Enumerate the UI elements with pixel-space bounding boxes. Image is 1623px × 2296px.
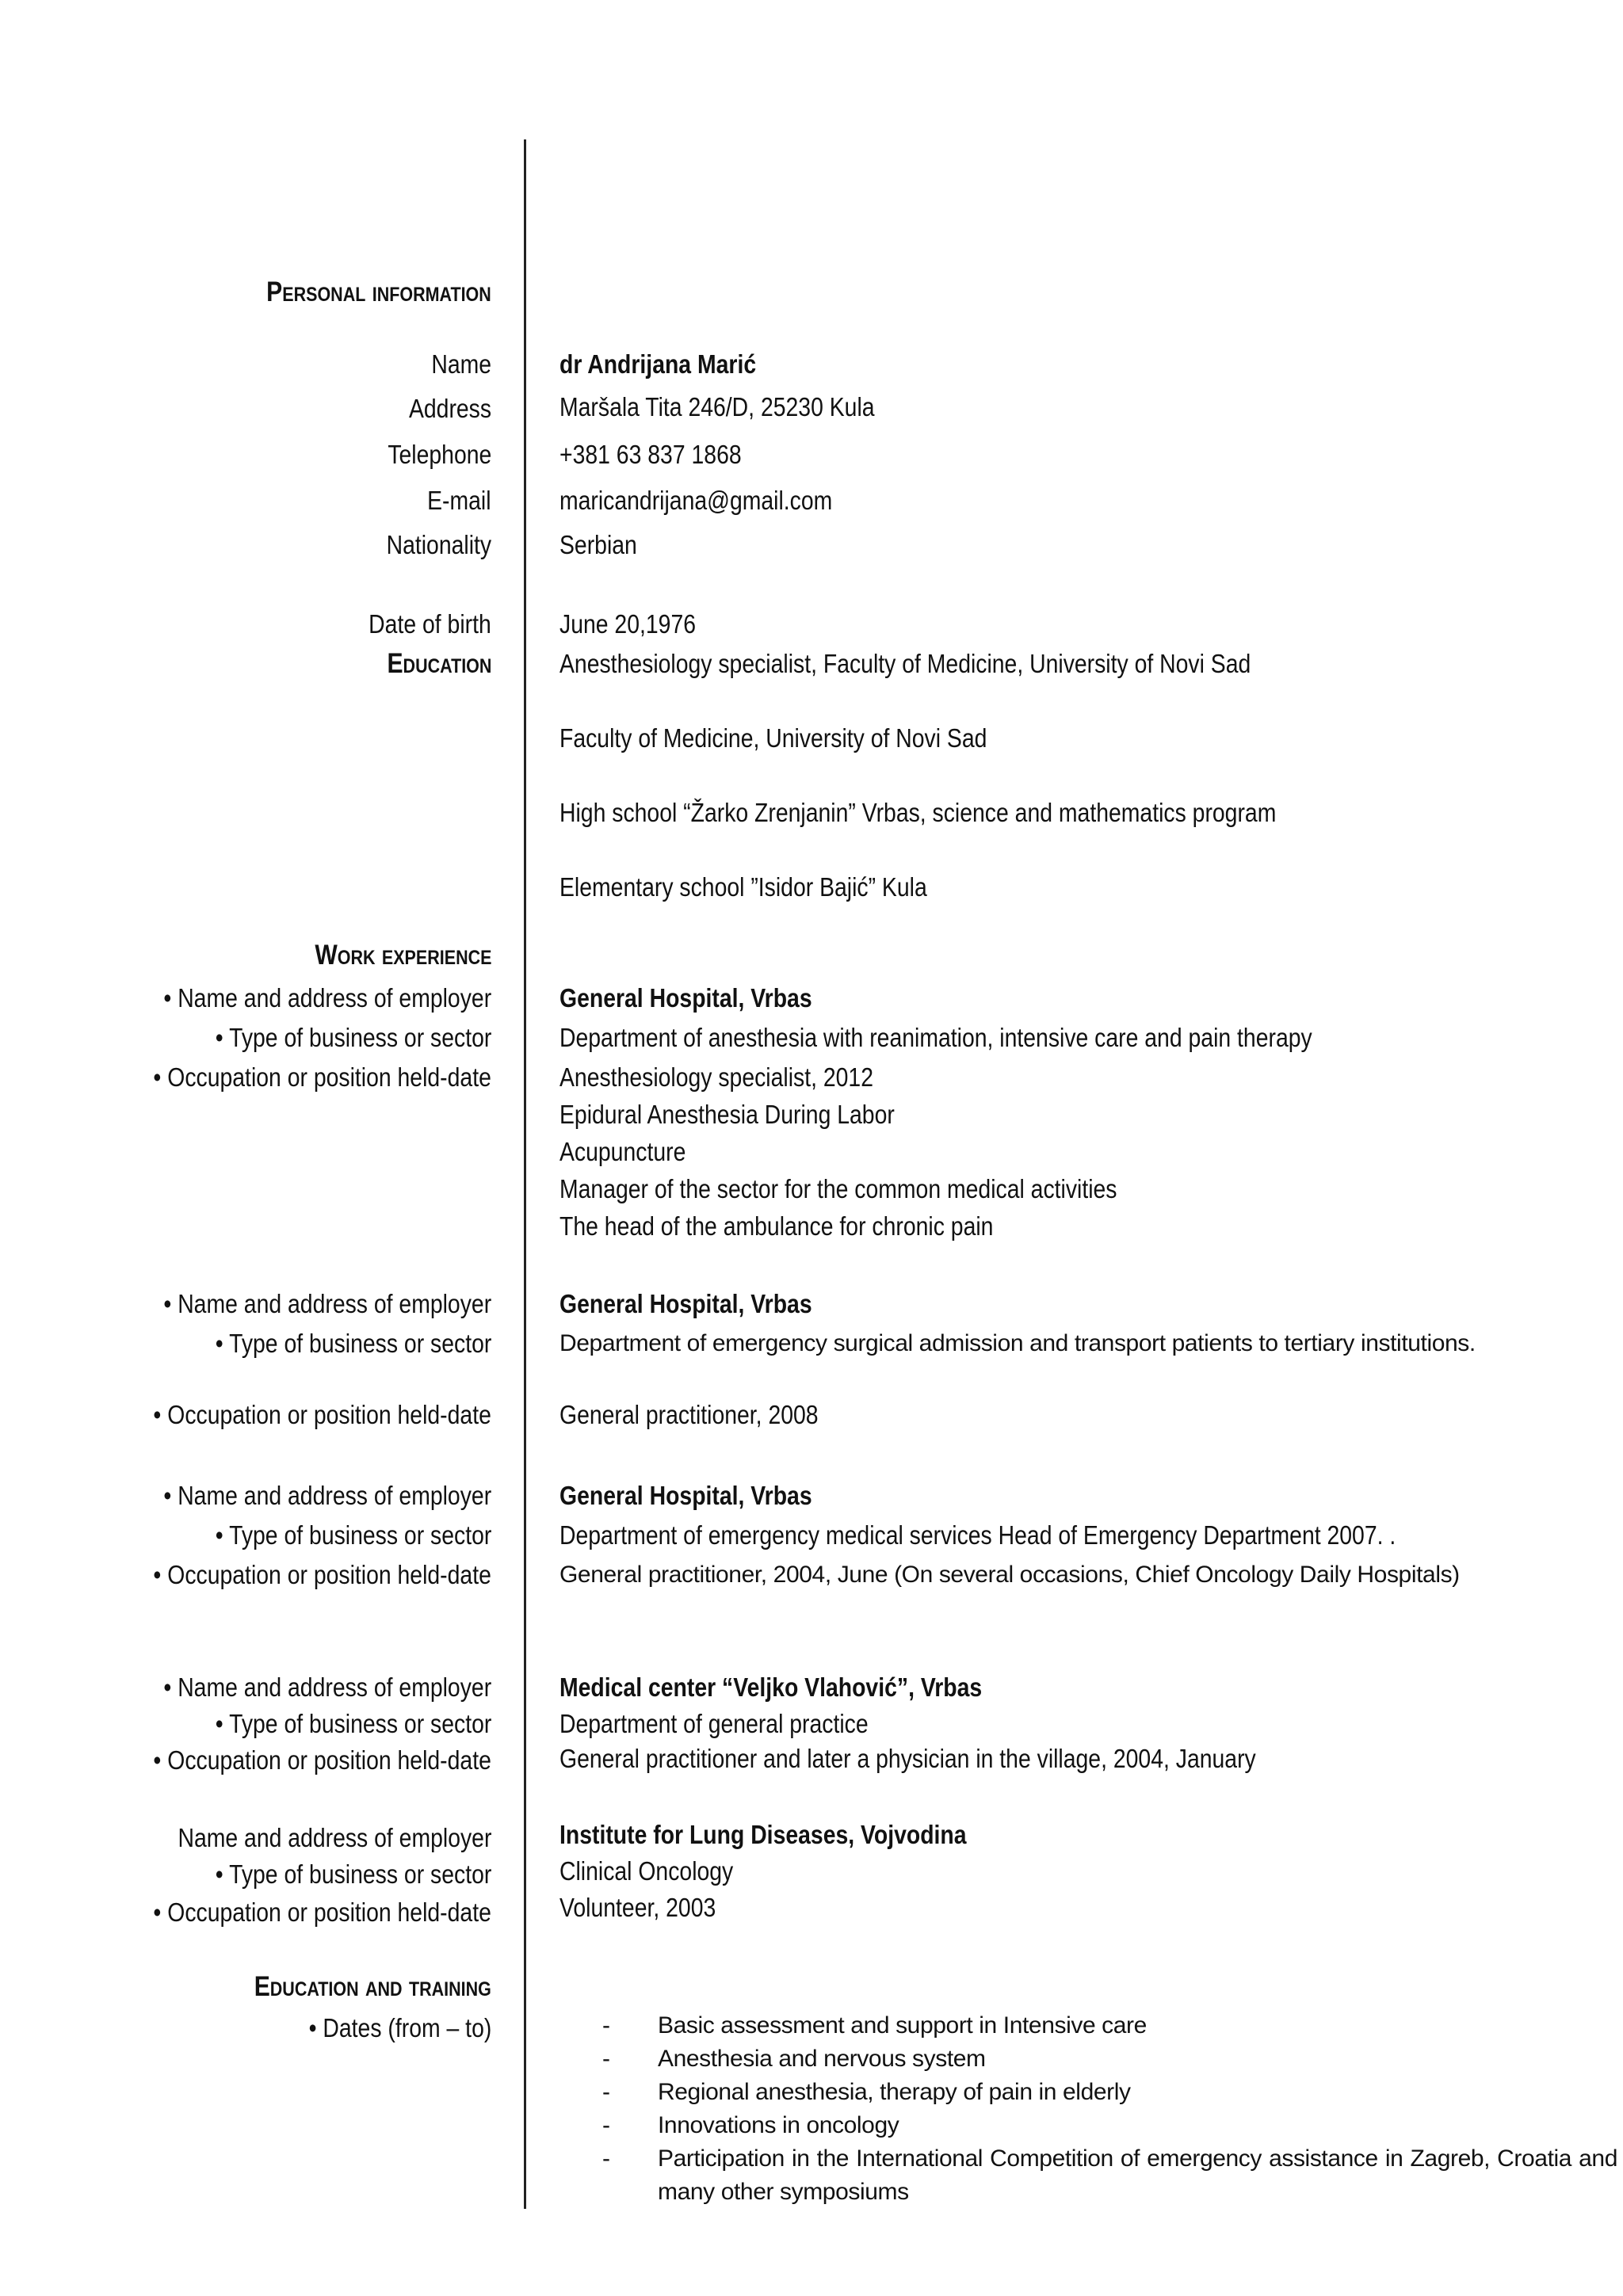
sector-value: Department of emergency surgical admission and transport patients to tertiary institutions.	[559, 1330, 1476, 1356]
nationality-label: Nationality	[386, 530, 491, 559]
education-item: Anesthesiology specialist, Faculty of Medicine, University of Novi Sad	[559, 649, 1251, 678]
list-item-text: Anesthesia and nervous system	[658, 2046, 986, 2072]
list-item	[602, 2076, 1617, 2109]
occupation-line: Acupuncture	[559, 1137, 686, 1166]
training-list	[602, 2009, 1617, 2209]
occupation-line: Manager of the sector for the common medical activities	[559, 1174, 1117, 1203]
occupation-value: Volunteer, 2003	[559, 1893, 716, 1922]
education-item: Faculty of Medicine, University of Novi Sad	[559, 723, 987, 753]
telephone-label: Telephone	[388, 440, 491, 469]
list-item	[602, 2142, 1617, 2209]
sector-value: Department of general practice	[559, 1709, 869, 1738]
personal-info-heading: Personal information	[266, 277, 491, 307]
education-heading: Education	[387, 648, 491, 679]
list-item-text: Basic assessment and support in Intensive care	[658, 2012, 1147, 2039]
sector-label: • Type of business or sector	[215, 1022, 491, 1054]
dates-label: • Dates (from – to)	[308, 2012, 491, 2044]
employer-label: • Name and address of employer	[163, 1480, 491, 1512]
education-item: Elementary school ”Isidor Bajić” Kula	[559, 872, 927, 902]
name-value: dr Andrijana Marić	[559, 349, 757, 379]
employer-value: Institute for Lung Diseases, Vojvodina	[559, 1820, 967, 1849]
occupation-label: • Occupation or position held-date	[154, 1897, 491, 1928]
employer-label: • Name and address of employer	[163, 982, 491, 1014]
dash-marker: -	[602, 2079, 610, 2105]
list-item	[602, 2109, 1617, 2142]
sector-value: Department of emergency medical services Head of Emergency Department 2007. .	[559, 1520, 1396, 1550]
occupation-label: • Occupation or position held-date	[154, 1745, 491, 1776]
dash-marker: -	[602, 2046, 610, 2072]
employer-value: General Hospital, Vrbas	[559, 1481, 812, 1510]
occupation-label: • Occupation or position held-date	[154, 1399, 491, 1431]
occupation-value: General practitioner, 2004, June (On several occasions, Chief Oncology Daily Hospitals)	[559, 1562, 1460, 1588]
occupation-line: Epidural Anesthesia During Labor	[559, 1100, 895, 1129]
list-item	[602, 2009, 1617, 2042]
occupation-line: The head of the ambulance for chronic pain	[559, 1211, 994, 1241]
employer-label: • Name and address of employer	[163, 1288, 491, 1320]
sector-label: • Type of business or sector	[215, 1520, 491, 1551]
employer-label: • Name and address of employer	[163, 1672, 491, 1703]
address-label: Address	[408, 394, 491, 423]
list-item-text: Regional anesthesia, therapy of pain in elderly	[658, 2079, 1131, 2105]
occupation-label: • Occupation or position held-date	[154, 1062, 491, 1093]
name-label: Name	[431, 349, 491, 379]
occupation-label: • Occupation or position held-date	[154, 1559, 491, 1591]
address-value: Maršala Tita 246/D, 25230 Kula	[559, 392, 875, 421]
telephone-value: +381 63 837 1868	[559, 440, 742, 469]
employer-label: Name and address of employer	[178, 1823, 491, 1852]
nationality-value: Serbian	[559, 530, 637, 559]
sector-value: Department of anesthesia with reanimation, intensive care and pain therapy	[559, 1023, 1312, 1052]
employer-value: Medical center “Veljko Vlahović”, Vrbas	[559, 1672, 983, 1702]
list-item	[602, 2042, 1617, 2076]
occupation-value: General practitioner, 2008	[559, 1400, 819, 1429]
occupation-line: Anesthesiology specialist, 2012	[559, 1062, 873, 1092]
email-value: maricandrijana@gmail.com	[559, 486, 833, 515]
education-item: High school “Žarko Zrenjanin” Vrbas, science and mathematics program	[559, 798, 1277, 827]
sector-value: Clinical Oncology	[559, 1856, 734, 1886]
dash-marker: -	[602, 2145, 610, 2172]
dob-label: Date of birth	[369, 609, 491, 639]
vertical-divider	[524, 139, 526, 2209]
list-item-text: Participation in the International Competition of emergency assistance in Zagreb, Croatia and many other symposiums	[658, 2145, 1617, 2205]
sector-label: • Type of business or sector	[215, 1328, 491, 1360]
dash-marker: -	[602, 2012, 610, 2039]
work-experience-heading: Work experience	[314, 940, 491, 971]
sector-label: • Type of business or sector	[215, 1859, 491, 1890]
dash-marker: -	[602, 2112, 610, 2138]
email-label: E-mail	[427, 486, 491, 515]
employer-value: General Hospital, Vrbas	[559, 1289, 812, 1318]
employer-value: General Hospital, Vrbas	[559, 983, 812, 1013]
sector-label: • Type of business or sector	[215, 1708, 491, 1740]
list-item-text: Innovations in oncology	[658, 2112, 899, 2138]
education-training-heading: Education and training	[254, 1971, 491, 2002]
occupation-value: General practitioner and later a physician in the village, 2004, January	[559, 1744, 1256, 1773]
dob-value: June 20,1976	[559, 609, 697, 639]
